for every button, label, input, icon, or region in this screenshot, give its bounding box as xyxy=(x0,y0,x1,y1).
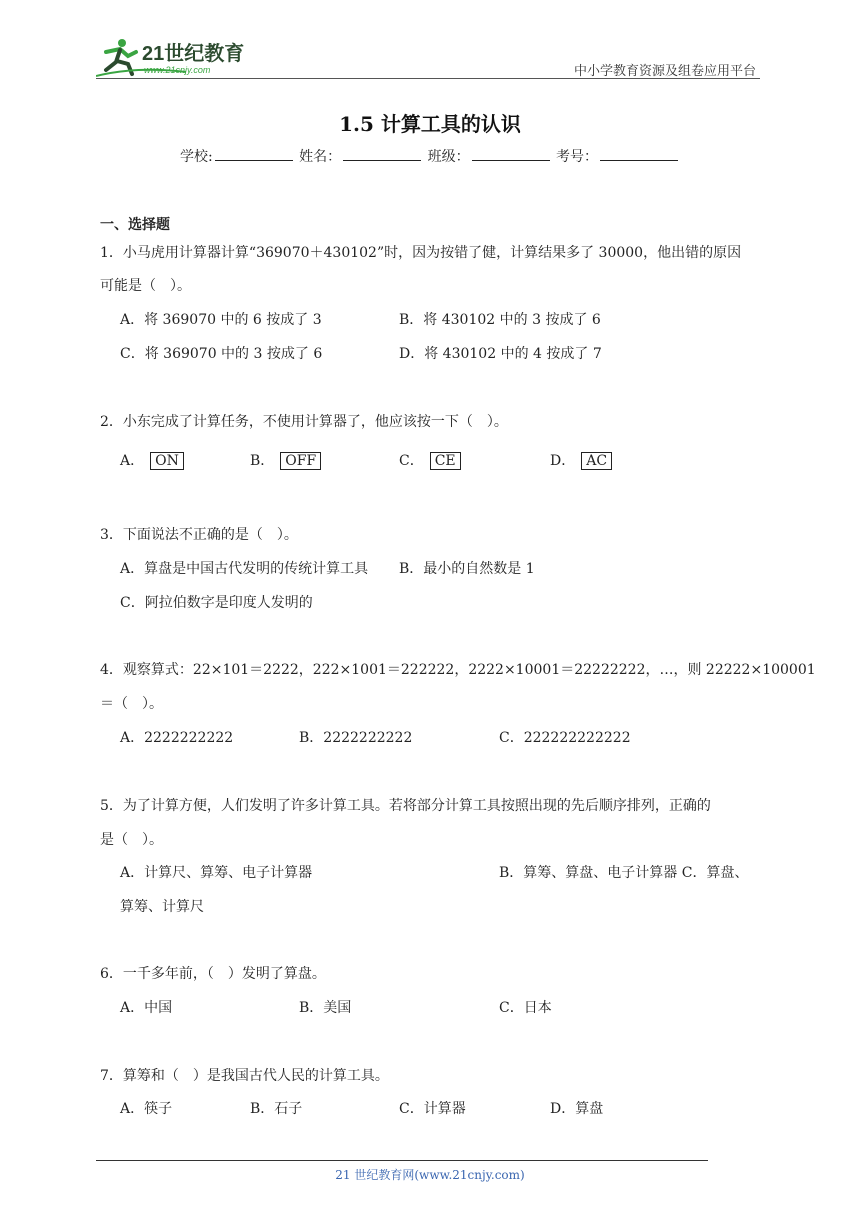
school-label: 学校: xyxy=(179,149,213,165)
page-title: 1.5 计算工具的认识 xyxy=(339,112,521,136)
q4-option-b[interactable]: B．2222222222 xyxy=(299,730,413,746)
class-label: 班级： xyxy=(427,149,470,165)
q2-option-b-label: B． xyxy=(250,453,275,469)
q7-option-c[interactable]: C．计算器 xyxy=(399,1101,466,1117)
off-key: OFF xyxy=(280,452,321,470)
footer-divider xyxy=(96,1160,708,1161)
q1-option-d[interactable]: D．将 430102 中的 4 按成了 7 xyxy=(399,346,602,362)
q7-option-d[interactable]: D．算盘 xyxy=(550,1101,604,1117)
school-blank[interactable] xyxy=(215,146,293,161)
q4-option-c[interactable]: C．222222222222 xyxy=(499,730,631,746)
q3-option-b[interactable]: B．最小的自然数是 1 xyxy=(399,561,535,577)
class-blank[interactable] xyxy=(472,146,550,161)
q1-option-a[interactable]: A．将 369070 中的 6 按成了 3 xyxy=(120,312,322,328)
q5-option-c-cont[interactable]: 算筹、计算尺 xyxy=(120,899,204,915)
q3-option-a[interactable]: A．算盘是中国古代发明的传统计算工具 xyxy=(120,561,369,577)
q7-text: 7．算筹和（ ）是我国古代人民的计算工具。 xyxy=(100,1068,389,1084)
footer-link[interactable]: 21 世纪教育网(www.21cnjy.com) xyxy=(335,1168,525,1182)
q1-option-b[interactable]: B．将 430102 中的 3 按成了 6 xyxy=(399,312,601,328)
logo-url: www.21cnjy.com xyxy=(144,65,211,75)
q2-option-d-label: D． xyxy=(550,453,576,469)
section-heading: 一、选择题 xyxy=(100,217,170,233)
q5-text-cont: 是（ ）。 xyxy=(100,832,163,848)
q3-text: 3．下面说法不正确的是（ ）。 xyxy=(100,527,298,543)
logo-text: 21世纪教育 xyxy=(142,43,245,65)
ce-key: CE xyxy=(430,452,461,470)
q6-option-a[interactable]: A．中国 xyxy=(120,1000,173,1016)
q5-option-a[interactable]: A．计算尺、算筹、电子计算器 xyxy=(120,865,313,881)
q4-text: 4．观察算式：22×101＝2222，222×1001＝222222，2222×10001＝22222222，…，则 22222×100001 xyxy=(100,662,816,678)
on-key: ON xyxy=(150,452,184,470)
number-blank[interactable] xyxy=(600,146,678,161)
q2-option-d[interactable] xyxy=(550,450,612,470)
q1-text: 1．小马虎用计算器计算“369070＋430102”时，因为按错了健，计算结果多了 30000，他出错的原因 xyxy=(100,245,742,261)
q6-option-b[interactable]: B．美国 xyxy=(299,1000,352,1016)
name-blank[interactable] xyxy=(343,146,421,161)
q4-option-a[interactable]: A．2222222222 xyxy=(120,730,234,746)
q3-option-c[interactable]: C．阿拉伯数字是印度人发明的 xyxy=(120,595,313,611)
student-info-line xyxy=(0,146,860,166)
q6-text: 6．一千多年前，（ ）发明了算盘。 xyxy=(100,966,326,982)
header-platform-text: 中小学教育资源及组卷应用平台 xyxy=(573,64,756,79)
q2-option-a-label: A． xyxy=(120,453,145,469)
q2-option-c[interactable] xyxy=(399,450,461,470)
q4-text-cont: ＝（ ）。 xyxy=(100,696,163,712)
q5-option-b-c[interactable]: B．算筹、算盘、电子计算器 C．算盘、 xyxy=(499,865,749,881)
q5-text: 5．为了计算方便，人们发明了许多计算工具。若将部分计算工具按照出现的先后顺序排列，正确的 xyxy=(100,798,711,814)
q2-text: 2．小东完成了计算任务，不使用计算器了，他应该按一下（ ）。 xyxy=(100,414,508,430)
number-label: 考号： xyxy=(556,149,599,165)
q1-option-c[interactable]: C．将 369070 中的 3 按成了 6 xyxy=(120,346,323,362)
q1-text-cont: 可能是（ ）。 xyxy=(100,278,191,294)
site-logo xyxy=(96,36,266,78)
q6-option-c[interactable]: C．日本 xyxy=(499,1000,552,1016)
q7-option-a[interactable]: A．筷子 xyxy=(120,1101,173,1117)
ac-key: AC xyxy=(581,452,612,470)
q7-option-b[interactable]: B．石子 xyxy=(250,1101,303,1117)
header-divider xyxy=(96,78,760,79)
name-label: 姓名： xyxy=(299,149,342,165)
q2-option-b[interactable] xyxy=(250,450,321,470)
q2-option-a[interactable] xyxy=(120,450,184,470)
q2-option-c-label: C． xyxy=(399,453,424,469)
